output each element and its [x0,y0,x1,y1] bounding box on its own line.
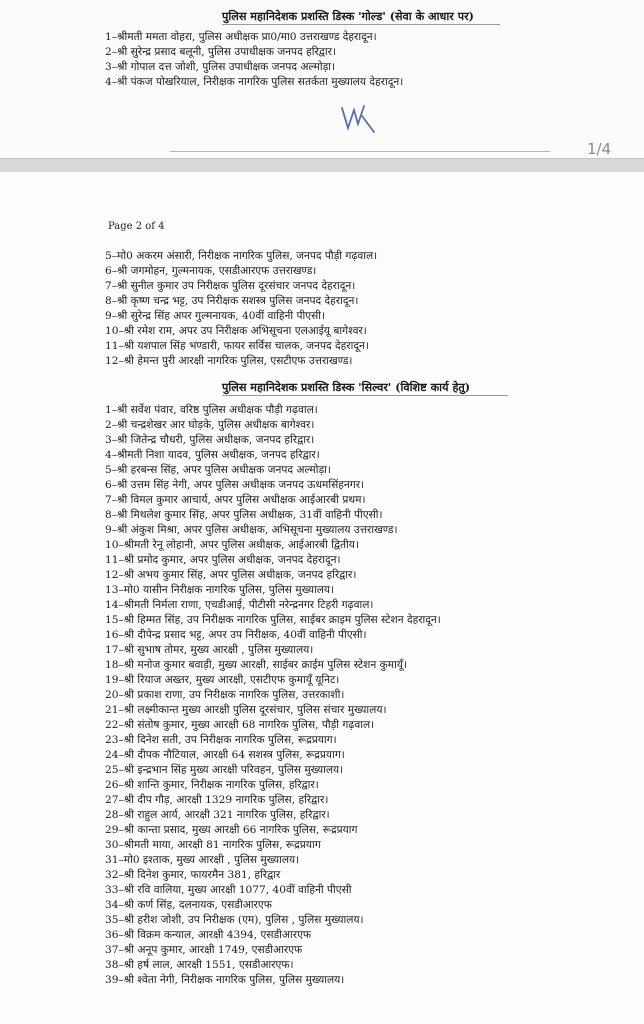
list-item: 7–श्री सुनील कुमार उप निरीक्षक पुलिस दूरसंचार जनपद देहरादून। [105,280,356,292]
list-item: 19–श्री रियाज अख्तर, मुख्य आरक्षी, एसटीएफ कुमायूँ यूनिट। [105,674,340,686]
list-item: 13–मो0 यासीन निरीक्षक नागरिक पुलिस, पुलिस मुख्यालय। [105,584,335,596]
list-item: 16–श्री दीपेन्द्र प्रसाद भट्ट, अपर उप निरीक्षक, 40वीं वाहिनी पीएसी। [105,629,367,641]
page-number-label: Page 2 of 4 [108,221,165,232]
list-item: 18–श्री मनोज कुमार बवाड़ी, मुख्य आरक्षी, साईबर क्राईम पुलिस स्टेशन कुमायूँ। [105,659,407,671]
list-item: 9–श्री अंकुश मिश्रा, अपर पुलिस अधीक्षक, अभिसूचना मुख्यालय उत्तराखण्ड। [105,524,398,536]
list-item: 11–श्री प्रमोद कुमार, अपर पुलिस अधीक्षक, जनपद देहरादून। [105,554,341,566]
list-item: 4–श्रीमती निशा यादव, पुलिस अधीक्षक, जनपद हरिद्वार। [105,449,320,461]
heading-underline [222,24,500,25]
list-item: 7–श्री विमल कुमार आचार्य, अपर पुलिस अधीक्षक आईआरबी प्रथम। [105,494,366,506]
signature-mark [338,102,378,136]
list-item: 5–श्री हरबन्स सिंह, अपर पुलिस अधीक्षक जनपद अल्मोड़ा। [105,464,331,476]
heading-underline [222,395,508,396]
list-item: 3–श्री गोपाल दत्त जोशी, पुलिस उपाधीक्षक जनपद अल्मोड़ा। [105,61,335,73]
list-item: 35–श्री हरीश जोशी, उप निरीक्षक (एम), पुलिस , पुलिस मुख्यालय। [105,914,364,926]
silver-disc-heading: पुलिस महानिदेशक प्रशस्ति डिस्क 'सिल्वर' (विशिष्ट कार्य हेतु) [222,380,471,394]
list-item: 11–श्री यशपाल सिंह भण्डारी, फायर सर्विस चालक, जनपद देहरादून। [105,340,369,352]
list-item: 10–श्री रमेश राम, अपर उप निरीक्षक अभिसूचना एलआईयू बागेश्वर। [105,325,367,337]
list-item: 1–श्रीमती ममता वोहरा, पुलिस अधीक्षक प्रा0/मा0 उत्तराखण्ड देहरादून। [105,31,377,43]
list-item: 33–श्री रवि वालिया, मुख्य आरक्षी 1077, 40वीं वाहिनी पीएसी [105,884,352,896]
list-item: 20–श्री प्रकाश राणा, उप निरीक्षक नागरिक पुलिस, उत्तरकाशी। [105,689,345,701]
list-item: 28–श्री राहुल आर्य, आरक्षी 321 नागरिक पुलिस, हरिद्वार। [105,809,330,821]
list-item: 4–श्री पंकज पोखरियाल, निरीक्षक नागरिक पुलिस सतर्कता मुख्यालय देहरादून। [105,76,404,88]
list-item: 36–श्री विक्रम कन्याल, आरक्षी 4394, एसडीआरएफ [105,929,312,941]
list-item: 2–श्री चन्द्रशेखर आर घोड़के, पुलिस अधीक्षक बागेश्वर। [105,419,315,431]
gold-disc-heading: पुलिस महानिदेशक प्रशस्ति डिस्क 'गोल्ड' (सेवा के आधार पर) [222,9,474,23]
list-item: 6–श्री जगमोहन, गुल्मनायक, एसडीआरएफ उत्तराखण्ड। [105,265,317,277]
list-item: 2–श्री सुरेन्द्र प्रसाद बलूनी, पुलिस उपाधीक्षक जनपद हरिद्वार। [105,46,336,58]
page-footer-line [170,151,550,152]
list-item: 17–श्री सुभाष तोमर, मुख्य आरक्षी , पुलिस मुख्यालय। [105,644,314,656]
list-item: 32–श्री दिनेश कुमार, फायरमैन 381, हरिद्वार [105,869,281,881]
list-item: 15–श्री हिम्मत सिंह, उप निरीक्षक नागरिक पुलिस, साईबर क्राइम पुलिस स्टेशन देहरादून। [105,614,441,626]
list-item: 10–श्रीमती रेनू लोहानी, अपर पुलिस अधीक्षक, आईआरबी द्वितीय। [105,539,359,551]
list-item: 1–श्री सर्वेश पंवार, वरिष्ठ पुलिस अधीक्षक पौड़ी गढ़वाल। [105,404,318,416]
list-item: 24–श्री दीपक नौटियाल, आरक्षी 64 सशस्त्र पुलिस, रूद्रप्रयाग। [105,749,345,761]
list-item: 23–श्री दिनेश सती, उप निरीक्षक नागरिक पुलिस, रूद्रप्रयाग। [105,734,337,746]
list-item: 34–श्री कर्ण सिंह, दलनायक, एसडीआरएफ [105,899,272,911]
list-item: 22–श्री संतोष कुमार, मुख्य आरक्षी 68 नागरिक पुलिस, पौड़ी गढ़वाल। [105,719,375,731]
page-indicator: 1/4 [587,140,612,158]
list-item: 27–श्री दीप गौड़, आरक्षी 1329 नागरिक पुलिस, हरिद्वार। [105,794,329,806]
list-item: 9–श्री सुरेन्द्र सिंह अपर गुल्मनायक, 40वीं वाहिनी पीएसी। [105,310,326,322]
list-item: 39–श्री श्वेता नेगी, निरीक्षक नागरिक पुलिस, पुलिस मुख्यालय। [105,974,345,986]
list-item: 3–श्री जितेन्द्र चौधरी, पुलिस अधीक्षक, जनपद हरिद्वार। [105,434,315,446]
list-item: 26–श्री शान्ति कुमार, निरीक्षक नागरिक पुलिस, हरिद्वार। [105,779,319,791]
document-page-1 [0,0,644,158]
list-item: 21–श्री लक्ष्मीकान्त मुख्य आरक्षी पुलिस दूरसंचार, पुलिस संचार मुख्यालय। [105,704,387,716]
list-item: 8–श्री मिथलेश कुमार सिंह, अपर पुलिस अधीक्षक, 31वीं वाहिनी पीएसी। [105,509,383,521]
list-item: 12–श्री अभय कुमार सिंह, अपर पुलिस अधीक्षक, जनपद हरिद्वार। [105,569,357,581]
list-item: 8–श्री कृष्ण चन्द्र भट्ट, उप निरीक्षक सशस्त्र पुलिस जनपद देहरादून। [105,295,359,307]
list-item: 37–श्री अनूप कुमार, आरक्षी 1749, एसडीआरएफ [105,944,303,956]
list-item: 30–श्रीमती माया, आरक्षी 81 नागरिक पुलिस, रूद्रप्रयाग [105,839,321,851]
list-item: 6–श्री उत्तम सिंह नेगी, अपर पुलिस अधीक्षक जनपद ऊधमसिंहनगर। [105,479,365,491]
list-item: 38–श्री हर्ष लाल, आरक्षी 1551, एसडीआरएफ। [105,959,294,971]
list-item: 5–मो0 अकरम अंसारी, निरीक्षक नागरिक पुलिस, जनपद पौड़ी गढ़वाल। [105,250,378,262]
list-item: 29–श्री कान्ता प्रसाद, मुख्य आरक्षी 66 नागरिक पुलिस, रूद्रप्रयाग [105,824,358,836]
list-item: 14–श्रीमती निर्मला राणा, एचडीआई, पीटीसी नरेन्द्रनगर टिहरी गढ़वाल। [105,599,374,611]
list-item: 12–श्री हेमन्त पुरी आरक्षी नागरिक पुलिस, एसटीएफ उत्तराखण्ड। [105,355,353,367]
list-item: 25–श्री इन्द्रभान सिंह मुख्य आरक्षी परिवहन, पुलिस मुख्यालय। [105,764,344,776]
list-item: 31–मो0 इश्ताक, मुख्य आरक्षी , पुलिस मुख्यालय। [105,854,300,866]
